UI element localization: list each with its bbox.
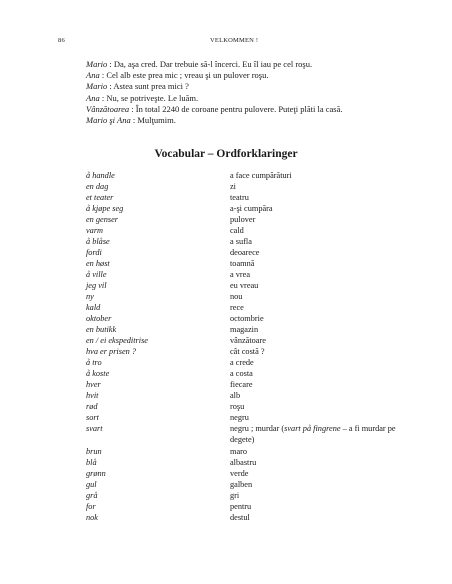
vocab-romanian: deoarece bbox=[230, 248, 260, 258]
vocab-entry bbox=[86, 291, 406, 302]
vocab-romanian: a crede bbox=[230, 358, 254, 368]
running-head bbox=[58, 37, 398, 49]
vocab-romanian: eu vreau bbox=[230, 281, 259, 291]
vocab-romanian: fiecare bbox=[230, 380, 253, 390]
vocab-norwegian: hva er prisen ? bbox=[86, 347, 137, 357]
vocab-norwegian: å blåse bbox=[86, 237, 110, 247]
vocab-entry bbox=[86, 192, 406, 203]
vocab-norwegian: varm bbox=[86, 226, 104, 236]
dialogue-line bbox=[86, 93, 406, 104]
vocab-norwegian: en / ei ekspeditrise bbox=[86, 336, 148, 346]
dialogue-text: : Mulţumim. bbox=[130, 115, 176, 126]
dialogue-text: : Astea sunt prea mici ? bbox=[107, 81, 189, 92]
vocab-romanian: magazin bbox=[230, 325, 259, 335]
vocab-romanian: gri bbox=[230, 490, 240, 500]
vocab-example-phrase: svart på fingrene bbox=[284, 424, 341, 434]
vocab-entry bbox=[86, 247, 406, 258]
vocab-norwegian: å kjøpe seg bbox=[86, 204, 124, 214]
vocab-norwegian: å koste bbox=[86, 369, 110, 379]
vocab-norwegian: svart bbox=[86, 424, 103, 434]
vocab-entry bbox=[86, 446, 406, 457]
vocab-romanian: cât costă ? bbox=[230, 347, 265, 357]
dialogue-speaker: Mario şi Ana bbox=[86, 115, 131, 126]
vocab-romanian: a vrea bbox=[230, 270, 251, 280]
vocab-norwegian: en genser bbox=[86, 215, 119, 225]
vocab-entry bbox=[86, 368, 406, 379]
vocab-norwegian: grønn bbox=[86, 468, 106, 478]
vocab-romanian: roşu bbox=[230, 402, 245, 412]
vocab-romanian: verde bbox=[230, 468, 249, 478]
vocab-entry bbox=[86, 490, 406, 501]
vocab-norwegian: grå bbox=[86, 490, 98, 500]
vocab-norwegian: å ville bbox=[86, 270, 107, 280]
vocab-romanian: pulover bbox=[230, 215, 256, 225]
dialogue-line bbox=[86, 115, 406, 126]
vocab-norwegian: et teater bbox=[86, 193, 114, 203]
vocab-romanian: a costa bbox=[230, 369, 253, 379]
vocab-entry bbox=[86, 203, 406, 214]
vocab-norwegian: kald bbox=[86, 303, 101, 313]
dialogue-text: : Cel alb este prea mic ; vreau şi un pulover roşu. bbox=[99, 70, 269, 81]
vocab-norwegian: å handle bbox=[86, 171, 115, 180]
vocab-entry bbox=[86, 390, 406, 401]
dialogue-speaker: Mario bbox=[86, 81, 108, 92]
vocab-entry bbox=[86, 302, 406, 313]
vocab-entry bbox=[86, 412, 406, 423]
vocab-norwegian: hvit bbox=[86, 391, 99, 401]
vocab-norwegian: rød bbox=[86, 402, 98, 412]
vocab-romanian: destul bbox=[230, 512, 250, 522]
vocab-romanian: cald bbox=[230, 226, 244, 236]
vocab-romanian: pentru bbox=[230, 501, 252, 511]
vocab-romanian: alb bbox=[230, 391, 241, 401]
vocab-entry bbox=[86, 236, 406, 247]
vocab-romanian: galben bbox=[230, 479, 253, 489]
vocab-romanian: a face cumpărături bbox=[230, 171, 292, 180]
vocab-entry bbox=[86, 457, 406, 468]
dialogue-text: : Nu, se potriveşte. Le luăm. bbox=[99, 92, 199, 103]
vocab-romanian: a-şi cumpăra bbox=[230, 204, 273, 214]
vocab-romanian: rece bbox=[230, 303, 244, 313]
vocab-entry bbox=[86, 258, 406, 269]
vocab-entry bbox=[86, 313, 406, 324]
vocab-norwegian: hver bbox=[86, 380, 101, 390]
dialogue-line bbox=[86, 104, 406, 115]
dialogue-speaker: Ana bbox=[86, 70, 100, 81]
vocab-entry bbox=[86, 346, 406, 357]
vocab-norwegian: gul bbox=[86, 479, 97, 489]
vocab-entry bbox=[86, 468, 406, 479]
dialogue-speaker: Vânzătoarea bbox=[86, 103, 130, 114]
vocab-romanian: zi bbox=[230, 182, 236, 192]
dialogue-line bbox=[86, 81, 406, 92]
dialogue-text: : Da, aşa cred. Dar trebuie să-l încerci. Eu îl iau pe cel roşu. bbox=[107, 59, 313, 69]
vocab-romanian: teatru bbox=[230, 193, 249, 203]
vocab-romanian: a sufla bbox=[230, 237, 252, 247]
running-title: VELKOMMEN ! bbox=[210, 37, 259, 44]
vocab-entry bbox=[86, 357, 406, 368]
dialogue bbox=[86, 59, 406, 126]
dialogue-speaker: Mario bbox=[86, 59, 108, 69]
vocab-norwegian: jeg vil bbox=[86, 281, 107, 291]
vocab-norwegian: fordi bbox=[86, 248, 102, 258]
vocab-entry bbox=[86, 181, 406, 192]
vocab-entry bbox=[86, 324, 406, 335]
vocab-norwegian: ny bbox=[86, 292, 94, 302]
vocab-entry bbox=[86, 214, 406, 225]
vocab-list bbox=[86, 170, 406, 523]
vocab-romanian: octombrie bbox=[230, 314, 264, 324]
vocab-norwegian: å tro bbox=[86, 358, 102, 368]
vocab-entry bbox=[86, 225, 406, 236]
vocab-norwegian: oktober bbox=[86, 314, 112, 324]
vocab-entry bbox=[86, 379, 406, 390]
dialogue-line bbox=[86, 70, 406, 81]
vocab-romanian bbox=[230, 423, 412, 445]
vocab-romanian: vânzătoare bbox=[230, 336, 266, 346]
vocab-norwegian: brun bbox=[86, 446, 102, 456]
vocab-entry bbox=[86, 423, 406, 445]
vocab-romanian: negru bbox=[230, 413, 249, 423]
vocab-norwegian: nok bbox=[86, 512, 98, 522]
vocab-entry bbox=[86, 479, 406, 490]
dialogue-text: : În total 2240 de coroane pentru pulovere. Puteţi plăti la casă. bbox=[129, 103, 343, 114]
vocab-title: Vocabular – Ordforklaringer bbox=[154, 148, 298, 160]
vocab-romanian: albastru bbox=[230, 457, 257, 467]
vocab-entry bbox=[86, 512, 406, 523]
vocab-entry bbox=[86, 280, 406, 291]
vocab-norwegian: en høst bbox=[86, 259, 110, 269]
dialogue-speaker: Ana bbox=[86, 92, 100, 103]
vocab-entry bbox=[86, 170, 406, 181]
vocab-romanian: toamnă bbox=[230, 259, 255, 269]
vocab-entry bbox=[86, 335, 406, 346]
vocab-romanian-part: negru ; murdar ( bbox=[230, 424, 285, 434]
vocab-romanian-part: – a fi murdar pe degete) bbox=[230, 424, 396, 445]
vocab-romanian: maro bbox=[230, 446, 248, 456]
vocab-entry bbox=[86, 269, 406, 280]
vocab-norwegian: for bbox=[86, 501, 96, 511]
vocab-norwegian: blå bbox=[86, 457, 97, 467]
vocab-norwegian: sort bbox=[86, 413, 99, 423]
vocab-romanian: nou bbox=[230, 292, 243, 302]
vocab-norwegian: en dag bbox=[86, 182, 109, 192]
vocab-entry bbox=[86, 501, 406, 512]
page-number: 86 bbox=[58, 37, 65, 44]
vocab-entry bbox=[86, 401, 406, 412]
dialogue-line bbox=[86, 59, 406, 70]
vocab-norwegian: en butikk bbox=[86, 325, 117, 335]
